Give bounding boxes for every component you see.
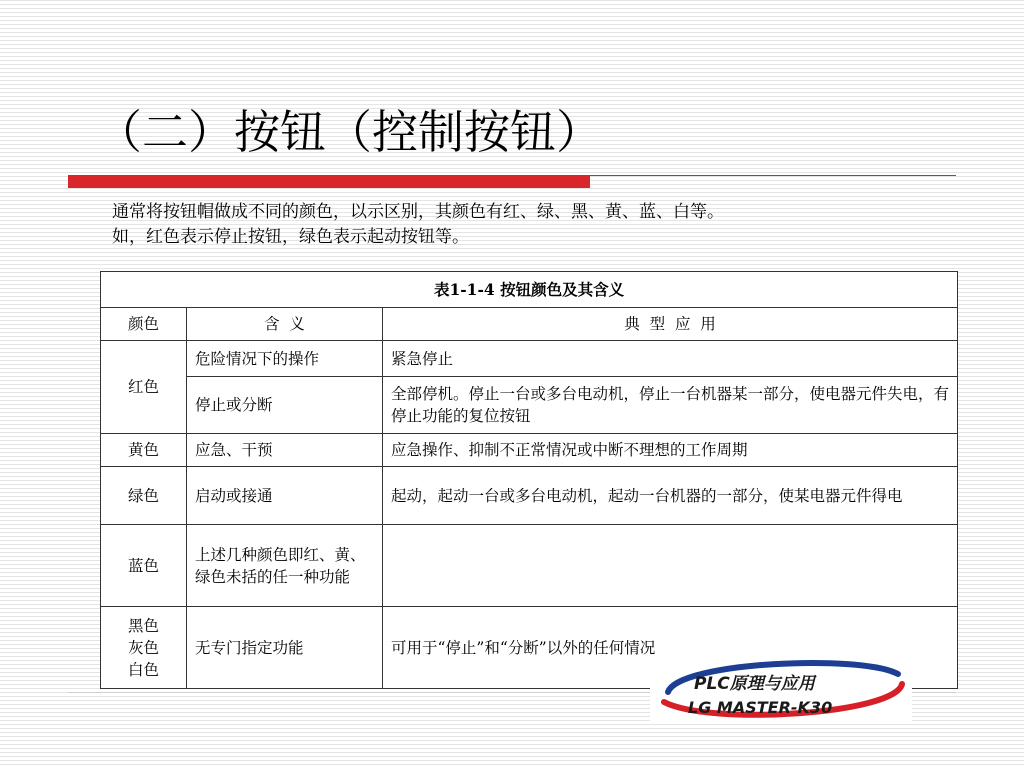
title-underline-bar (68, 175, 590, 188)
gray-label: 灰色 (127, 638, 159, 657)
header-color: 颜色 (101, 308, 187, 341)
blue-color-cell: 蓝色 (101, 525, 187, 607)
intro-line-1: 通常将按钮帽做成不同的颜色，以示区别，其颜色有红、绿、黑、黄、蓝、白等。 (112, 202, 724, 222)
black-label: 黑色 (127, 616, 159, 635)
blue-meaning: 上述几种颜色即红、黄、绿色未括的任一种功能 (187, 525, 383, 607)
logo-line-2: LG MASTER-K30 (688, 698, 833, 717)
slide-title: （二）按钮（控制按钮） (96, 105, 602, 159)
bgw-meaning: 无专门指定功能 (187, 607, 383, 689)
red-color-cell: 红色 (101, 341, 187, 434)
plc-course-logo (650, 658, 912, 724)
white-label: 白色 (127, 660, 159, 679)
blue-application (383, 525, 958, 607)
logo-line-1: PLC原理与应用 (694, 674, 815, 694)
black-gray-white-color-cell (101, 607, 187, 689)
title-underline-line (590, 175, 956, 176)
red-application-1: 紧急停止 (383, 341, 958, 377)
yellow-application: 应急操作、抑制不正常情况或中断不理想的工作周期 (383, 434, 958, 467)
red-meaning-2: 停止或分断 (187, 377, 383, 434)
red-meaning-1: 危险情况下的操作 (187, 341, 383, 377)
button-color-table (100, 271, 958, 689)
header-application: 典 型 应 用 (383, 308, 958, 341)
green-meaning: 启动或接通 (187, 467, 383, 525)
table-caption: 表1-1-4 按钮颜色及其含义 (101, 272, 958, 308)
green-color-cell: 绿色 (101, 467, 187, 525)
green-application: 起动，起动一台或多台电动机，起动一台机器的一部分，使某电器元件得电 (383, 467, 958, 525)
header-meaning: 含 义 (187, 308, 383, 341)
intro-line-2: 如，红色表示停止按钮，绿色表示起动按钮等。 (112, 227, 469, 247)
bgw-application: 可用于“停止”和“分断”以外的任何情况 (383, 607, 958, 689)
intro-paragraph (112, 200, 942, 250)
yellow-color-cell: 黄色 (101, 434, 187, 467)
red-application-2: 全部停机。停止一台或多台电动机，停止一台机器某一部分，使电器元件失电，有停止功能的复位按钮 (383, 377, 958, 434)
yellow-meaning: 应急、干预 (187, 434, 383, 467)
